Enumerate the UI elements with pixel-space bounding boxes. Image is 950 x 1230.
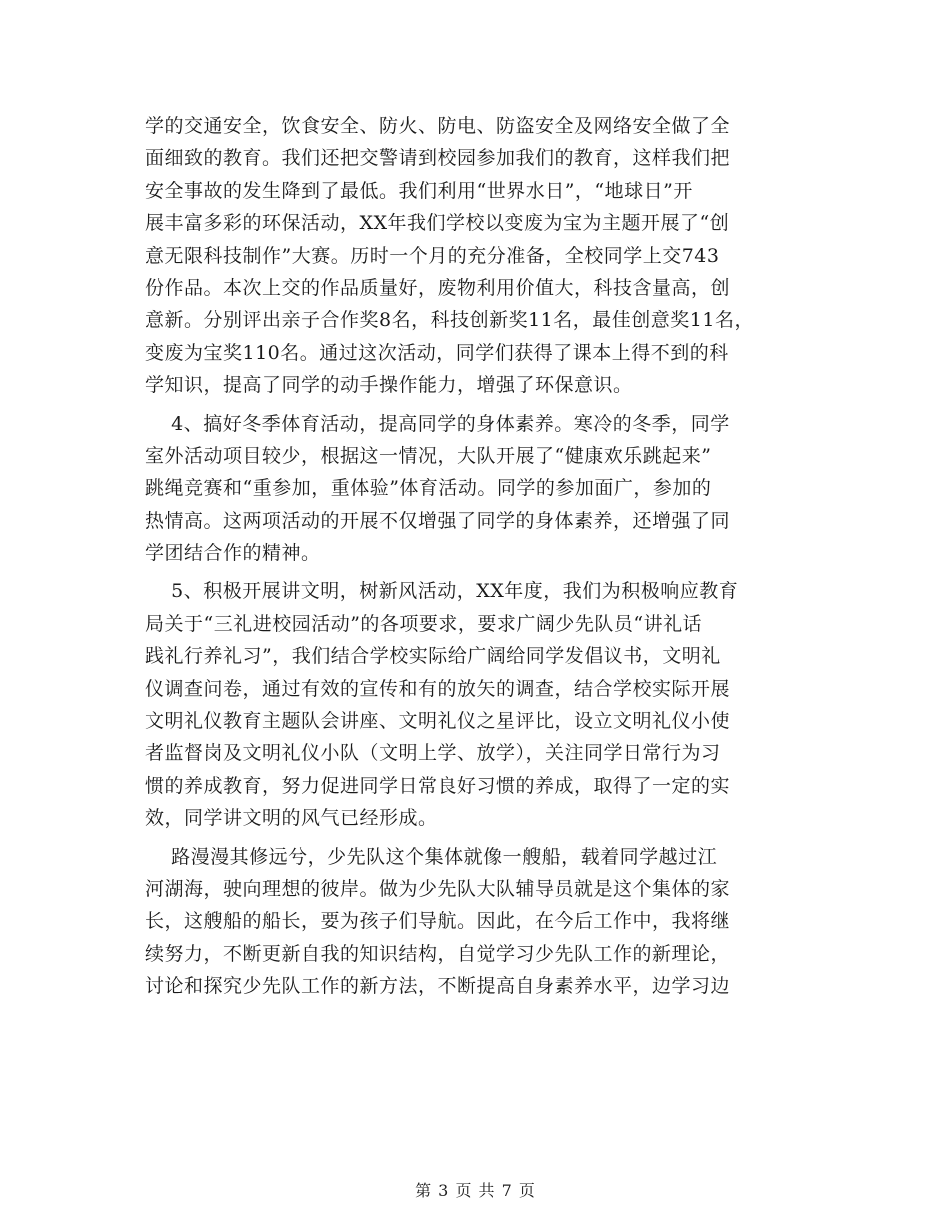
text-line: 4、搞好冬季体育活动，提高同学的身体素养。寒冷的冬季，同学 bbox=[145, 412, 730, 435]
text-line: 学的交通安全，饮食安全、防火、防电、防盗安全及网络安全做了全 bbox=[145, 115, 731, 137]
text-line: 文明礼仪教育主题队会讲座、文明礼仪之星评比，设立文明礼仪小使 bbox=[145, 710, 731, 733]
text-line: 室外活动项目较少，根据这一情况，大队开展了“健康欢乐跳起来” bbox=[145, 444, 712, 467]
paragraph-1 bbox=[145, 110, 825, 402]
text-line: 讨论和探究少先队工作的新方法，不断提高自身素养水平，边学习边 bbox=[145, 975, 731, 998]
text-line: 学知识，提高了同学的动手操作能力，增强了环保意识。 bbox=[145, 374, 633, 397]
text-line: 跳绳竞赛和“重参加，重体验”体育活动。同学的参加面广，参加的 bbox=[145, 477, 712, 500]
text-line: 效，同学讲文明的风气已经形成。 bbox=[145, 807, 438, 830]
text-line: 5、积极开展讲文明，树新风活动，XX年度，我们为积极响应教育 bbox=[145, 580, 739, 603]
text-line: 局关于“三礼进校园活动”的各项要求，要求广阔少先队员“讲礼话 bbox=[145, 612, 703, 635]
text-line: 变废为宝奖110名。通过这次活动，同学们获得了课本上得不到的科 bbox=[145, 341, 729, 364]
text-line: 意新。分别评出亲子合作奖8名，科技创新奖11名，最佳创意奖11名， bbox=[145, 309, 754, 332]
text-line: 路漫漫其修远兮，少先队这个集体就像一艘船，载着同学越过江 bbox=[145, 845, 718, 868]
text-line: 惯的养成教育，努力促进同学日常良好习惯的养成，取得了一定的实 bbox=[145, 774, 731, 797]
text-line: 学团结合作的精神。 bbox=[145, 542, 321, 565]
page-number-footer: 第 3 页 共 7 页 bbox=[415, 1181, 535, 1200]
text-line: 意无限科技制作”大赛。历时一个月的充分准备，全校同学上交743 bbox=[145, 244, 720, 267]
paragraph-4 bbox=[145, 841, 825, 1003]
text-line: 热情高。这两项活动的开展不仅增强了同学的身体素养，还增强了同 bbox=[145, 509, 731, 532]
text-line: 践礼行养礼习”，我们结合学校实际给广阔给同学发倡议书，文明礼 bbox=[145, 645, 721, 668]
text-line: 续努力，不断更新自我的知识结构，自觉学习少先队工作的新理论， bbox=[145, 942, 731, 965]
text-line: 长，这艘船的船长，要为孩子们导航。因此，在今后工作中，我将继 bbox=[145, 910, 731, 933]
text-line: 仪调查问卷，通过有效的宣传和有的放矢的调查，结合学校实际开展 bbox=[145, 677, 731, 700]
paragraph-3 bbox=[145, 575, 825, 834]
text-line: 者监督岗及文明礼仪小队（文明上学、放学），关注同学日常行为习 bbox=[145, 742, 721, 765]
text-line: 展丰富多彩的环保活动，XX年我们学校以变废为宝为主题开展了“创 bbox=[145, 212, 730, 235]
paragraph-2 bbox=[145, 408, 825, 570]
text-line: 河湖海，驶向理想的彼岸。做为少先队大队辅导员就是这个集体的家 bbox=[145, 877, 731, 900]
text-line: 份作品。本次上交的作品质量好，废物利用价值大，科技含量高，创 bbox=[145, 276, 731, 299]
text-line: 安全事故的发生降到了最低。我们利用“世界水日”，“地球日”开 bbox=[145, 179, 693, 202]
text-line: 面细致的教育。我们还把交警请到校园参加我们的教育，这样我们把 bbox=[145, 147, 731, 170]
document-body bbox=[145, 110, 825, 1003]
